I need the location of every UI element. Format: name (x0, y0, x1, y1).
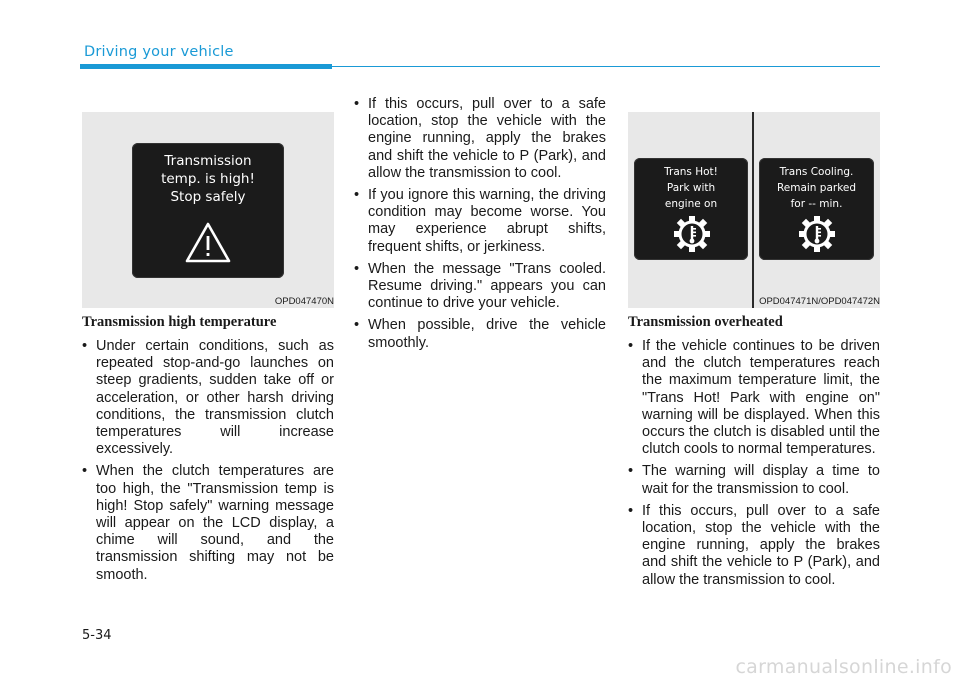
list-item: • If this occurs, pull over to a safe location, stop the vehicle with the engine running, apply the brakes and shift the vehicle to P (Park), and allow the transmission to cool. (628, 503, 880, 589)
list-item: • When possible, drive the vehicle smoothly. (354, 317, 606, 351)
text-column-left (82, 338, 334, 589)
list-item: • When the message "Trans cooled. Resume driving." appears you can continue to drive your vehicle. (354, 261, 606, 313)
list-item: • If the vehicle continues to be driven and the clutch temperatures reach the maximum temperature limit, the "Trans Hot! Park with engine on" warning will be displayed. When this occurs the clutch is disabled until the clutch cools to normal temperatures. (628, 338, 880, 458)
lcd-message-trans-hot: Trans Hot! Park with engine on (664, 166, 718, 210)
list-item: • Under certain conditions, such as repeated stop-and-go launches on steep gradients, sudden take off or acceleration, or other harsh driving conditions, the transmission clutch temperatures will increase excessively. (82, 338, 334, 458)
section-heading: Transmission high temperature (82, 314, 277, 330)
figure-divider (752, 112, 754, 308)
text-column-right (628, 338, 880, 594)
bullet-list (354, 96, 606, 352)
section-heading: Transmission overheated (628, 314, 783, 330)
list-item: • The warning will display a time to wait for the transmission to cool. (628, 463, 880, 497)
list-item: • If this occurs, pull over to a safe location, stop the vehicle with the engine running, apply the brakes and shift the vehicle to P (Park), and allow the transmission to cool. (354, 96, 606, 182)
lcd-display-trans-cooling (759, 158, 874, 260)
text-column-middle (354, 96, 606, 357)
bullet-list (628, 338, 880, 589)
figure-transmission-overheated (628, 112, 880, 308)
lcd-display (132, 143, 284, 278)
warning-triangle-icon (184, 221, 232, 265)
figure-transmission-temp-warning (82, 112, 334, 308)
lcd-display-trans-hot (634, 158, 748, 260)
list-item: • If you ignore this warning, the driving condition may become worse. You may experience abrupt shifts, frequent shifts, or jerkiness. (354, 187, 606, 256)
list-item: • When the clutch temperatures are too high, the "Transmission temp is high! Stop safely" warning message will appear on the LCD display, a chime will sound, and the transmission shifting may not be smooth. (82, 463, 334, 583)
transmission-temperature-gear-icon (797, 214, 837, 254)
page-number: 5-34 (82, 628, 112, 643)
section-title: Driving your vehicle (84, 44, 234, 60)
lcd-message-trans-cooling: Trans Cooling. Remain parked for -- min. (776, 166, 857, 210)
header-rule-thick (80, 64, 332, 69)
header-rule-thin (332, 66, 880, 67)
figure-code: OPD047470N (274, 296, 334, 307)
lcd-message: Transmission temp. is high! Stop safely (161, 153, 255, 205)
watermark: carmanualsonline.info (735, 656, 952, 678)
transmission-temperature-gear-icon (672, 214, 712, 254)
figure-code: OPD047471N/OPD047472N (759, 296, 880, 307)
bullet-list (82, 338, 334, 584)
